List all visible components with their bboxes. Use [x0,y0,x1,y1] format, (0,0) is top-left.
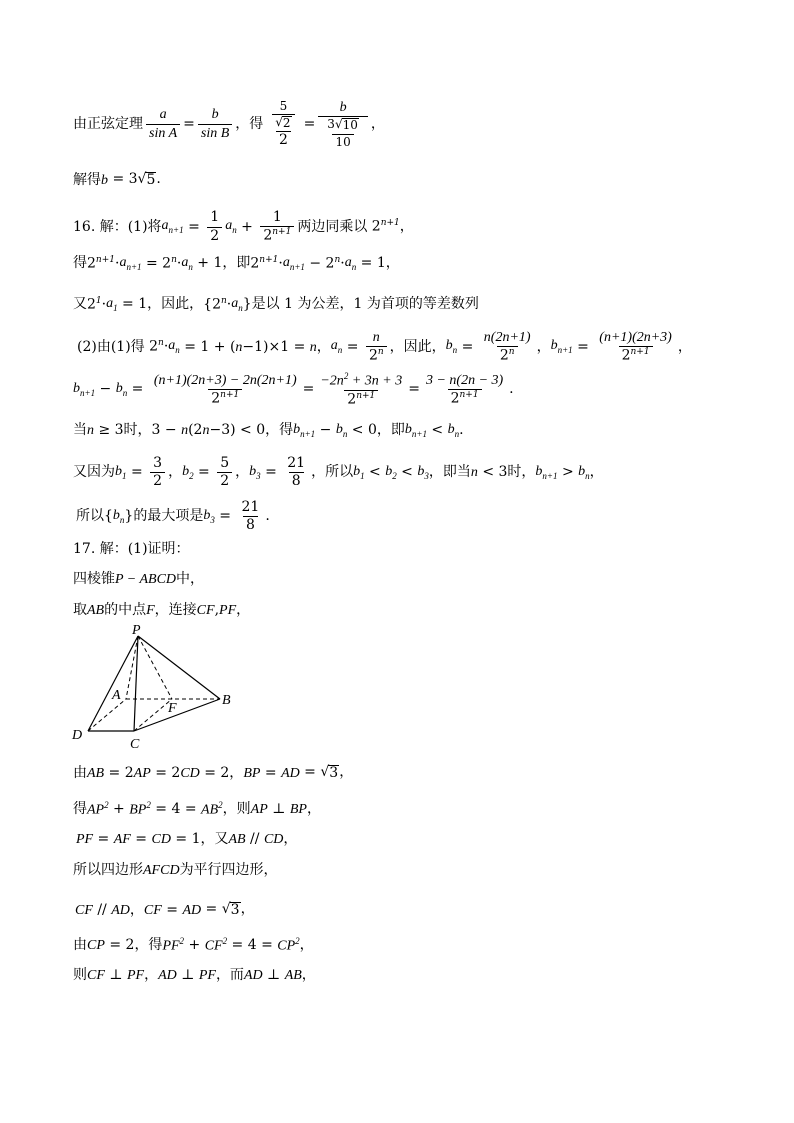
q17-line-equal: PF = AF = CD = 1 ，又 AB // CD ， [76,831,298,847]
q16-line-3: 又 $2^1\cdot$ $a_1$ = 1 ，因此， {$2^n\cdot$ $a_n$ } 是以 1 为公差，1 为首项的等差数列 [73,295,479,313]
q17-line-parallelogram: 所以四边形 AFCD 为平行四边形， [73,862,278,878]
q16-part2-line-4: 又因为 $b_1$ = $\frac{3}{2}$ ， $b_2$ = $\frac{5}{2}$ ， $b_3$ = $\frac{21}{8}$ ，所以 $b_1$ < $b_2$ < $b_3$ ，即当 n < 3 时， $b_{n+1}$ > $b_n$ ， [73,455,604,490]
q17-line-conclusion: 则 CF ⊥ PF ， AD ⊥ PF ，而 AD ⊥ AB ， [73,967,316,983]
vertex-label-c: C [130,737,140,752]
law-of-sines-line: 由正弦定理 $\frac{a}{\text{sin A}}$ = $\frac{b}{\text{sin B}}$ ，得 5 √ 2 2 = b 3√ 10 10 ， [73,99,385,149]
vertex-label-b: B [222,693,231,708]
vertex-label-d: D [72,728,83,743]
q17-line-cf: CF // AD ， CF = AD = √ 3 ， [75,901,255,918]
solution-b-line: 解得 b = 3√ 5 . [73,171,161,188]
q17-line-midpoint: 取 AB 的中点 F ，连接 CF , PF ， [73,602,251,618]
q17-line-cp: 由 CP = 2 ，得 $PF^2$ + $CF^2$ = 4 = $CP^2$ ， [73,936,314,954]
pyramid-figure [68,624,248,752]
q17-line-pyramid: 四棱锥 P − ABCD 中， [73,571,205,587]
q16-part2-line-3: 当 n ≥ 3 时， 3 − n (2 n −3) < 0 ，得 $b_{n+1}$ − $b_n$ < 0 ，即 $b_{n+1}$ < $b_n$ . [73,422,464,439]
vertex-label-f: F [168,701,177,716]
q16-line-2: 得 $2^{n+1}\cdot$ $a_{n+1}$ = $2^n\cdot$ $a_n$ + 1 ，即 $2^{n+1}\cdot$ $a_{n+1}$ − $2^n\cdot$ $a_n$ = 1， [73,254,400,272]
q16-part2-line-1: (2)由(1)得 $2^n\cdot$ $a_n$ = 1 + ( n −1)×1 = n ， $a_n$ = $\frac{n}{2^n}$ ，因此， $b_n$ = $\frac{n(2n+1)}{2^n}$ ， $b_{n+1}$ = $\frac{(n+1)(2n+3)}{2^{n+1}}$ ， [77,330,692,365]
q17-line-perp: 得 $AP^2$ + $BP^2$ = 4 = $AB^2$ ，则 AP ⊥ BP ， [73,800,321,818]
q16-line-1: 16. 解：(1)将 $a_{n+1}$ = $\frac{1}{2}$ $a_n$ + $\frac{1}{2^{n+1}}$ 两边同乘以 $2^{n+1}$， [73,209,414,245]
vertex-label-a: A [112,688,121,703]
q16-part2-conclusion: 所以 { $b_n$ } 的最大项是 $b_3$ = $\frac{21}{8}$ . [76,499,270,534]
fraction: $\frac{a}{\text{sin A}}$ [146,107,180,141]
q17-title: 17. 解：(1)证明： [73,541,190,557]
q16-part2-line-2: $b_{n+1}$ − $b_n$ = $\frac{(n+1)(2n+3) - 2n(2n+1)}{2^{n+1}}$ = $\frac{-2n^2 + 3n + 3}{2^{n+1}}$ = $\frac{3 - n(2n - 3)}{2^{n+1}}$ . [73,371,514,408]
vertex-label-p: P [132,624,141,638]
q17-line-given: 由 AB = 2 AP = 2 CD = 2， BP = AD = √ 3 ， [73,764,354,781]
